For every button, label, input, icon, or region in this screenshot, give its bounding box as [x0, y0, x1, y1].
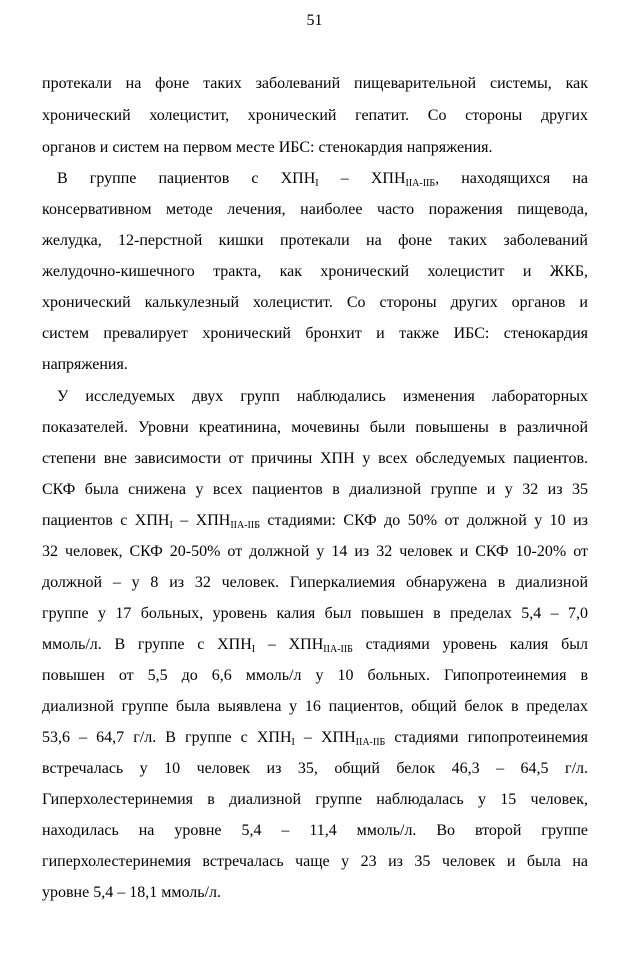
text-line: показателей. Уровни креатинина, мочевины были повышены в различной [42, 419, 588, 436]
text-line: органов и систем на первом месте ИБС: стенокардия напряжения. [42, 139, 493, 156]
text-line: Гиперхолестеринемия в диализной группе наблюдалась у 15 человек, [42, 791, 588, 808]
text-line: находилась на уровне 5,4 – 11,4 ммоль/л. Во второй группе [42, 822, 588, 839]
text-line: систем превалирует хронический бронхит и также ИБС: стенокардия [42, 325, 588, 342]
text-line: пациентов с $ХПН_I - ХПН_{IIA-IIБ}$ стадиями: СКФ до 50% от должной у 10 из [42, 512, 588, 531]
text-line: уровне 5,4 – 18,1 ммоль/л. [42, 884, 221, 901]
text-line: повышен от 5,5 до 6,6 ммоль/л у 10 больных. Гипопротеинемия в [42, 667, 588, 684]
text-line: напряжения. [42, 356, 128, 373]
text-line: хронический калькулезный холецистит. Со стороны других органов и [42, 294, 588, 311]
text-line: 53,6 – 64,7 г/л. В группе с $ХПН_I - ХПН_{IIA-IIБ}$ стадиями гипопротеинемия [42, 729, 588, 748]
text-line: протекали на фоне таких заболеваний пищеварительной системы, как [42, 75, 588, 92]
text-line: консервативном методе лечения, наиболее часто поражения пищевода, [42, 201, 588, 218]
text-line: желудка, 12-перстной кишки протекали на фоне таких заболеваний [42, 232, 588, 249]
text-line: диализной группе была выявлена у 16 пациентов, общий белок в пределах [42, 698, 588, 715]
text-line: хронический холецистит, хронический гепатит. Со стороны других [42, 107, 588, 124]
text-line: СКФ была снижена у всех пациентов в диализной группе и у 32 из 35 [42, 481, 588, 498]
text-line: 32 человек, СКФ 20-50% от должной у 14 из 32 человек и СКФ 10-20% от [42, 543, 588, 560]
text-line: степени вне зависимости от причины ХПН у всех обследуемых пациентов. [42, 450, 588, 467]
text-line: У исследуемых двух групп наблюдались изменения лабораторных [57, 388, 588, 405]
text-line: ммоль/л. В группе с $ХПН_I - ХПН_{IIA-IIБ}$ стадиями уровень калия был [42, 636, 589, 655]
text-line: группе у 17 больных, уровень калия был повышен в пределах 5,4 – 7,0 [42, 605, 588, 622]
text-line: гиперхолестеринемия встречалась чаще у 23 из 35 человек и была на [42, 853, 588, 870]
text-line: В группе пациентов с $ХПН_I - ХПН_{IIA-IIБ}$, находящихся на [57, 170, 588, 189]
text-line: желудочно-кишечного тракта, как хронический холецистит и ЖКБ, [42, 263, 588, 280]
text-line: встречалась у 10 человек из 35, общий белок 46,3 – 64,5 г/л. [42, 760, 588, 777]
page-number: 51 [306, 12, 323, 29]
text-line: должной – у 8 из 32 человек. Гиперкалиемия обнаружена в диализной [42, 574, 588, 591]
